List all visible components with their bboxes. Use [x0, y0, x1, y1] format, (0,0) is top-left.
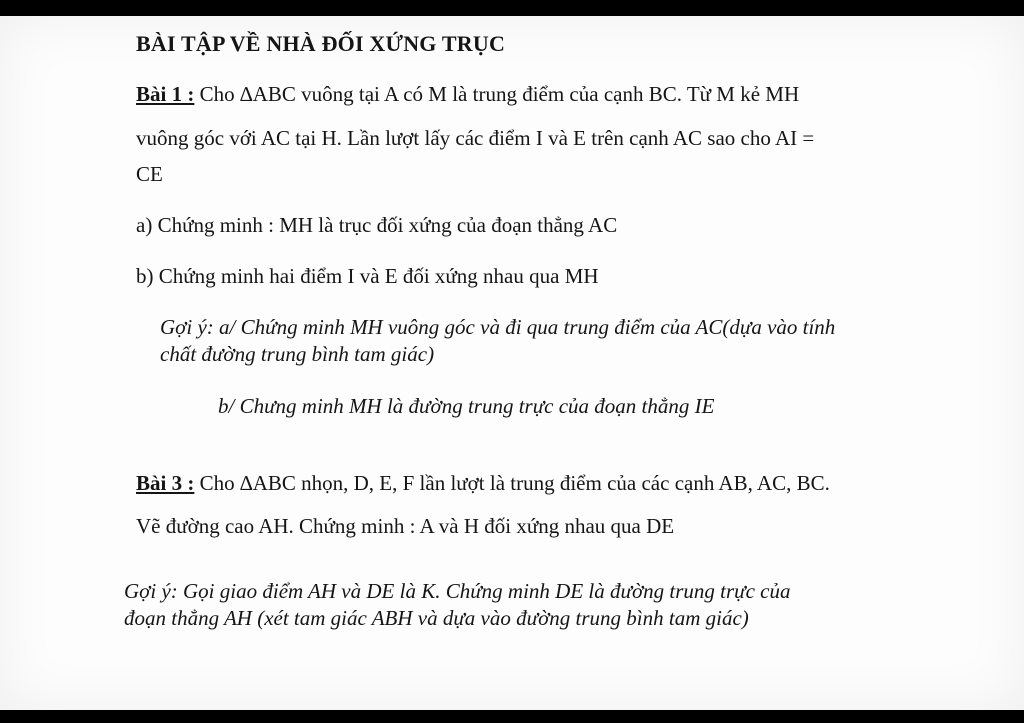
problem-1-hint-b: b/ Chưng minh MH là đường trung trực của đoạn thẳng IE	[218, 394, 715, 418]
problem-1-line-2: vuông góc với AC tại H. Lần lượt lấy các điểm I và E trên cạnh AC sao cho AI =	[136, 126, 815, 150]
problem-1-text-1: Cho ∆ABC vuông tại A có M là trung điểm của cạnh BC. Từ M kẻ MH	[194, 82, 800, 106]
problem-1-part-a: a) Chứng minh : MH là trục đối xứng của đoạn thẳng AC	[136, 213, 618, 237]
problem-1-line-1	[136, 82, 799, 107]
problem-3-line-1	[136, 471, 830, 496]
problem-3-text-1: Cho ∆ABC nhọn, D, E, F lần lượt là trung điểm của các cạnh AB, AC, BC.	[194, 471, 830, 495]
problem-1-label: Bài 1 :	[136, 82, 195, 106]
document-title: BÀI TẬP VỀ NHÀ ĐỐI XỨNG TRỤC	[136, 31, 506, 56]
problem-3-label: Bài 3 :	[136, 471, 195, 495]
problem-1-hint-line-1: Gợi ý: a/ Chứng minh MH vuông góc và đi qua trung điểm của AC(dựa vào tính	[160, 315, 836, 339]
problem-3-hint-line-1: Gợi ý: Gọi giao điểm AH và DE là K. Chứng minh DE là đường trung trực của	[124, 579, 791, 603]
problem-1-line-3: CE	[136, 162, 163, 186]
problem-1-part-b: b) Chứng minh hai điểm I và E đối xứng nhau qua MH	[136, 264, 599, 288]
problem-3-hint-line-2: đoạn thẳng AH (xét tam giác ABH và dựa vào đường trung bình tam giác)	[124, 606, 749, 630]
problem-3-line-2: Vẽ đường cao AH. Chứng minh : A và H đối xứng nhau qua DE	[136, 514, 675, 538]
document-page	[0, 16, 1024, 710]
problem-1-hint-line-2: chất đường trung bình tam giác)	[160, 342, 435, 366]
